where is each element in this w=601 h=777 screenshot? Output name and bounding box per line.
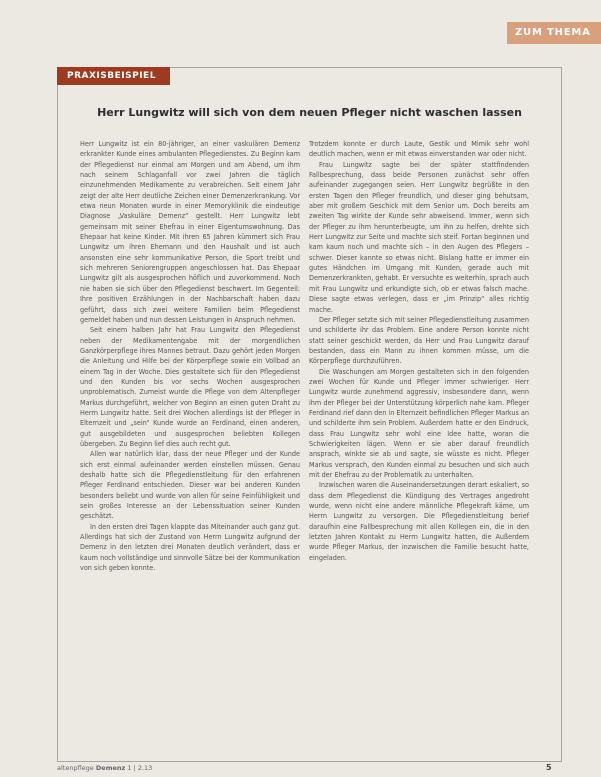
footer-issue: 1 | 2.13 <box>127 764 153 772</box>
paragraph: Seit einem halben Jahr hat Frau Lungwitz den Pflegedienst neben der Medikamentengabe mit der morgendlichen Ganzkörperpflege ihres Mannes betraut. Dazu gehört jeden Morgen die Anleitung und Hilfe bei der Körperpflege sowie ein Vollbad an einem Tag in der Woche. Dies gestaltete sich für den Pflegedienst und den Kunden bis vor sechs Wochen ausgesprochen unproblematisch. Zumeist wurde die Pflege von dem Altenpfleger Markus durchgeführt, welcher von Beginn an einen guten Draht zu Herrn Lungwitz hatte. Seit drei Wochen allerdings ist der Pfleger in Elternzeit und „sein“ Kunde wurde an Ferdinand, einen anderen, gut ausgebildeten und ausgesprochen beliebten Kollegen übergeben. Zu Beginn lief dies auch recht gut. <box>80 325 300 448</box>
box-label: PRAXISBEISPIEL <box>57 67 170 85</box>
footer-title: Demenz <box>95 764 126 772</box>
paragraph: Der Pfleger setzte sich mit seiner Pflegedienstleitung zusammen und schilderte ihr das Problem. Eine andere Person konnte nicht statt seiner geschickt werden, da Herr und Frau Lungwitz darauf bestanden, dass ein Mann zu ihnen kommen müsse, um die Körperpflege durchzuführen. <box>309 314 529 366</box>
paragraph: In den ersten drei Tagen klappte das Miteinander auch ganz gut. Allerdings hat sich der Zustand von Herrn Lungwitz aufgrund der Demenz in den letzten drei Monaten deutlich verändert, dass er kaum noch vollständige und sinnvolle Sätze bei der Kommunikation von sich geben konnte. <box>80 521 300 573</box>
footer <box>57 764 152 772</box>
paragraph: Die Waschungen am Morgen gestalteten sich in den folgenden zwei Wochen für Kunde und Pfleger immer schwieriger. Herr Lungwitz wurde zunehmend aggressiv, insbesondere dann, wenn ihm der Pfleger bei der Unterstützung körperlich nahe kam. Pfleger Ferdinand rief dann den in Elternzeit befindlichen Pfleger Markus an und schilderte ihm sein Problem. Außerdem hatte er den Eindruck, dass Frau Lungwitz sehr wohl eine Idee hatte, woran die Schwierigkeiten lägen. Wenn er sie aber darauf freundlich ansprach, winkte sie ab und sagte, sie wüsste es nicht. Pfleger Markus versprach, den Kunden einmal zu besuchen und sich auch mit der Ehefrau zu der Problematik zu unterhalten. <box>309 366 529 479</box>
paragraph: Trotzdem konnte er durch Laute, Gestik und Mimik sehr wohl deutlich machen, wenn er mit etwas einverstanden war oder nicht. <box>309 139 529 159</box>
paragraph: Frau Lungwitz sagte bei der später stattfindenden Fallbesprechung, dass beide Personen zunächst sehr offen aufeinander zugegangen seien. Herr Lungwitz begrüßte in den ersten Tagen den Pfleger freundlich, und dieser ging behutsam, aber mit großem Geschick mit dem Senior um. Doch bereits am zweiten Tag wirkte der Kunde sehr abweisend. Immer, wenn sich der Pfleger zu ihm herunterbeugte, um ihn zu helfen, drehte sich Herr Lungwitz zur Seite und machte sich steif. Fortan beginnen und kam kaum noch und machte sich – in den Augen des Pflegers – schwer. Dieser kannte so etwas nicht. Bislang hatte er immer ein gutes Händchen im Umgang mit Kunden, gerade auch mit Demenzerkrankten, gehabt. Er versuchte es weiterhin, sprach auch mit Frau Lungwitz und erkundigte sich, ob er etwas falsch mache. Diese sagte etwas verlegen, dass er „im Prinzip“ alles richtig mache. <box>309 159 529 314</box>
paragraph: Herr Lungwitz ist ein 80-jähriger, an einer vaskulären Demenz erkrankter Kunde eines ambulanten Pflegedienstes. Zu Beginn kam der Pflegedienst nur einmal am Morgen und am Abend, um ihm nach seinem Schlaganfall vor zwei Jahren die täglich einzunehmenden Medikamente zu verabreichen. Seit einem Jahr zeigt der alte Herr deutliche Zeichen einer Demenzerkrankung. Vor etwa neun Monaten wurde in einer Memoryklinik die eindeutige Diagnose „Vaskuläre Demenz“ gestellt. Herr Lungwitz lebt gemeinsam mit seiner Ehefrau in einer Eigentumswohnung. Das Ehepaar hat keine Kinder. Mit ihren 65 Jahren kümmert sich Frau Lungwitz um ihren Ehemann und den Haushalt und ist auch ansonsten eine sehr kommunikative Person, die Sport treibt und sich mehreren Seniorengruppen angeschlossen hat. Das Ehepaar Lungwitz gilt als ausgesprochen höflich und zuvorkommend. Noch nie haben sie sich über den Pflegedienst beschwert. Im Gegenteil: Ihre positiven Erzählungen in der Nachbarschaft haben dazu geführt, dass sich zwei weitere Familien beim Pflegedienst gemeldet haben und nun dessen Leistungen in Anspruch nehmen. <box>80 139 300 324</box>
right-column <box>309 139 529 563</box>
page-number: 5 <box>546 763 552 772</box>
footer-magazine: altenpflege <box>57 764 94 772</box>
paragraph: Inzwischen waren die Auseinandersetzungen derart eskaliert, so dass dem Pflegedienst die Kündigung des Vertrages angedroht wurde, wenn nicht eine andere männliche Pflegekraft käme, um Herrn Lungwitz zu versorgen. Die Pflegedienstleitung berief daraufhin eine Fallbesprechung mit allen Kollegen ein, die in den letzten Jahren Kontakt zu Herrn Lungwitz hatten, die Außerdem wurde Pfleger Markus, der inzwischen die Familie besucht hatte, eingeladen. <box>309 480 529 562</box>
headline: Herr Lungwitz will sich von dem neuen Pfleger nicht waschen lassen <box>97 106 522 119</box>
paragraph: Allen war natürlich klar, dass der neue Pfleger und der Kunde sich erst einmal aufeinander werden einstellen müssen. Genau deshalb hatte sich die Pflegedienstleitung für den erfahrenen Pfleger Ferdinand entschieden. Dieser war bei anderen Kunden besonders beliebt und wurde von allen für seine Feinfühligkeit und sein großes Interesse an der Lebenssituation seiner Kunden geschätzt. <box>80 449 300 521</box>
section-tab: ZUM THEMA <box>507 22 601 44</box>
left-column <box>80 139 300 573</box>
